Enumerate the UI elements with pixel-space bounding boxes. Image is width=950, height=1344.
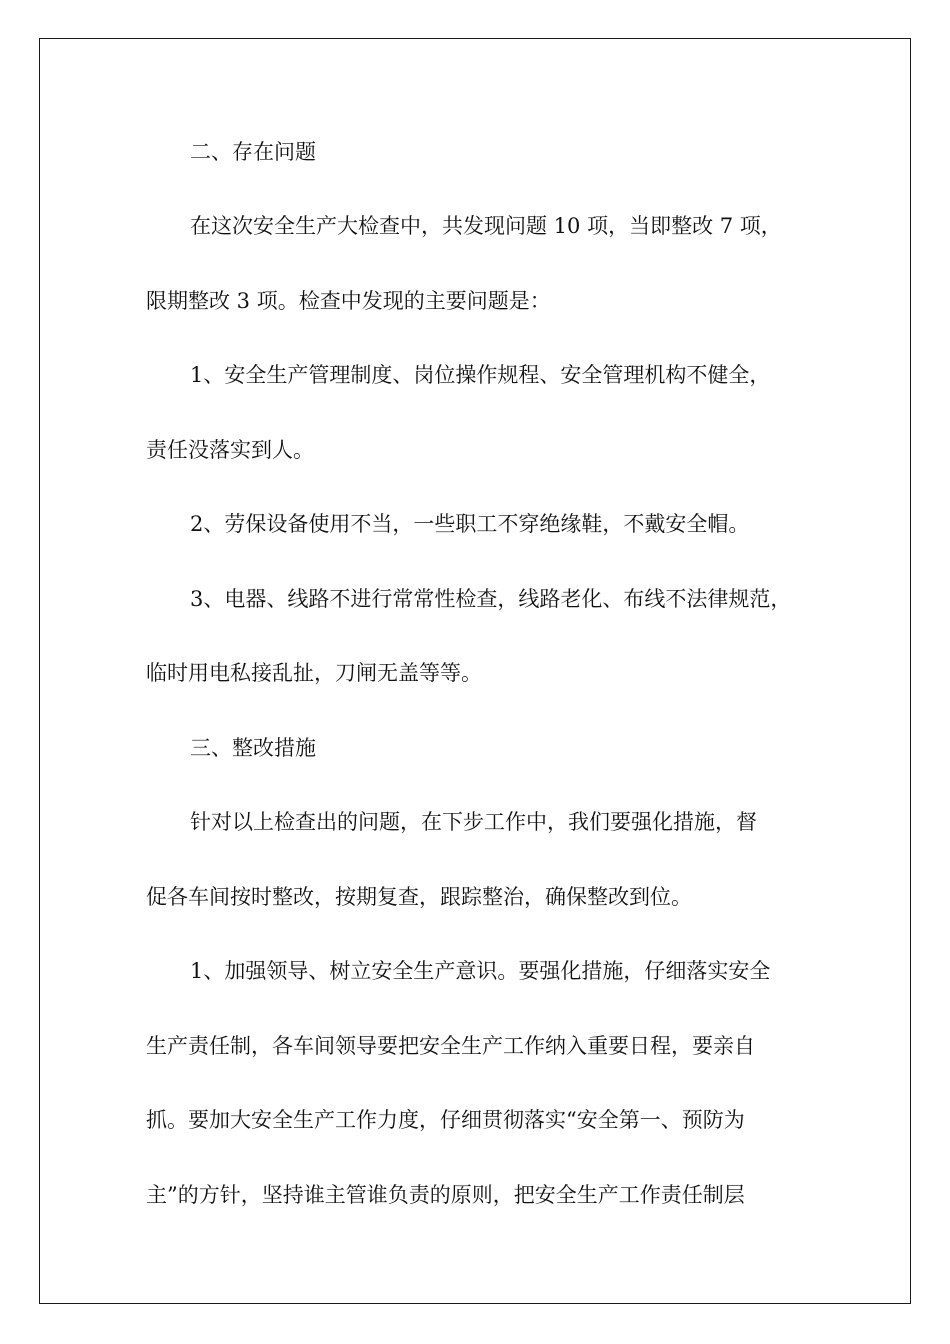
list-item-line: 1、加强领导、树立安全生产意识。要强化措施，仔细落实安全 [190, 959, 771, 983]
list-item-line: 主”的方针，坚持谁主管谁负责的原则，把安全生产工作责任制层 [146, 1183, 745, 1207]
list-item-line: 临时用电私接乱扯，刀闸无盖等等。 [146, 661, 482, 685]
list-item-line: 生产责任制，各车间领导要把安全生产工作纳入重要日程，要亲自 [146, 1034, 755, 1058]
paragraph-line: 促各车间按时整改，按期复查，跟踪整治，确保整改到位。 [146, 885, 692, 909]
paragraph-line: 在这次安全生产大检查中，共发现问题 10 项，当即整改 7 项， [190, 214, 782, 238]
section-heading-measures: 三、整改措施 [190, 736, 316, 760]
list-item-line: 1、安全生产管理制度、岗位操作规程、安全管理机构不健全， [190, 363, 771, 387]
paragraph-line: 限期整改 3 项。检查中发现的主要问题是： [146, 289, 551, 313]
list-item-line: 2、劳保设备使用不当，一些职工不穿绝缘鞋，不戴安全帽。 [190, 512, 750, 536]
section-heading-problems: 二、存在问题 [190, 140, 316, 164]
list-item-line: 3、电器、线路不进行常常性检查，线路老化、布线不法律规范， [190, 587, 792, 611]
list-item-line: 抓。要加大安全生产工作力度，仔细贯彻落实“安全第一、预防为 [146, 1108, 745, 1132]
list-item-line: 责任没落实到人。 [146, 438, 314, 462]
paragraph-line: 针对以上检查出的问题，在下步工作中，我们要强化措施，督 [190, 810, 757, 834]
